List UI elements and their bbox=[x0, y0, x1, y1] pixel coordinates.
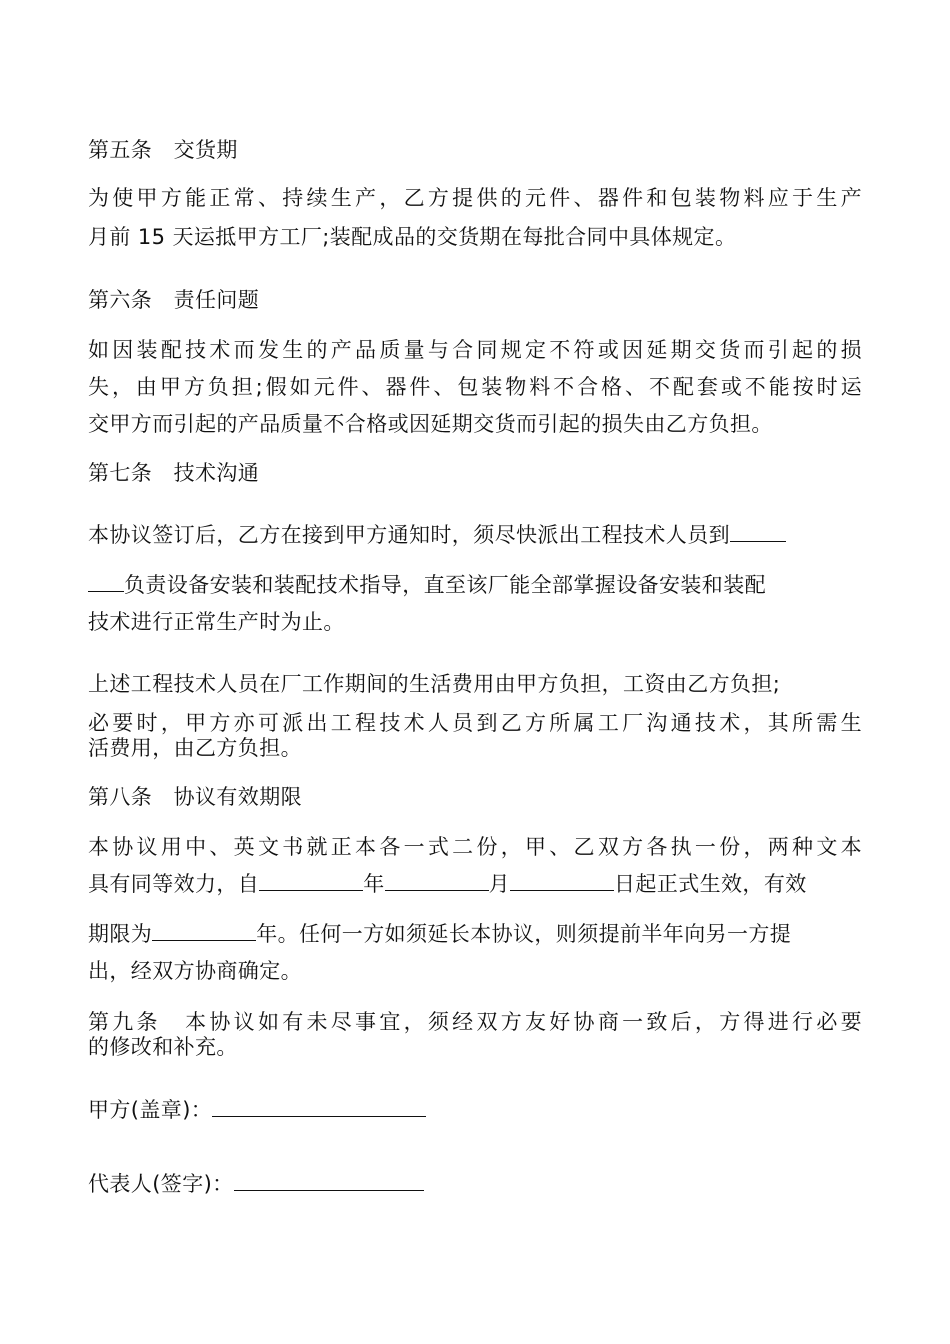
article5-line: 为使甲方能正常、持续生产，乙方提供的元件、器件和包装物料应于生产 bbox=[88, 186, 862, 210]
article6-line: 交甲方而引起的产品质量不合格或因延期交货而引起的损失由乙方负担。 bbox=[88, 412, 773, 436]
article8-line: 本协议用中、英文书就正本各一式二份，甲、乙双方各执一份，两种文本 bbox=[88, 835, 862, 859]
representative-signature bbox=[88, 1170, 424, 1198]
party-a-signature bbox=[88, 1096, 426, 1124]
article7-heading: 第七条 技术沟通 bbox=[88, 461, 260, 485]
party-a-label: 甲方(盖章)： bbox=[88, 1098, 213, 1122]
article5-line: 月前 15 天运抵甲方工厂;装配成品的交货期在每批合同中具体规定。 bbox=[88, 225, 737, 249]
location-blank-end[interactable] bbox=[88, 571, 124, 592]
location-blank-start[interactable] bbox=[730, 521, 786, 542]
article8-text: 月 bbox=[488, 872, 511, 896]
article7-p2-line: 上述工程技术人员在厂工作期间的生活费用由甲方负担，工资由乙方负担; bbox=[88, 672, 781, 696]
representative-sign-blank[interactable] bbox=[234, 1170, 424, 1191]
effective-year-blank[interactable] bbox=[259, 870, 363, 891]
article7-line bbox=[88, 571, 766, 599]
article8-text: 日起正式生效，有效 bbox=[614, 872, 807, 896]
article8-line bbox=[88, 870, 807, 898]
article7-p2-line: 必要时，甲方亦可派出工程技术人员到乙方所属工厂沟通技术，其所需生 bbox=[88, 711, 862, 735]
party-a-seal-blank[interactable] bbox=[212, 1096, 426, 1117]
article8-line: 出，经双方协商确定。 bbox=[88, 959, 302, 983]
article7-text: 本协议签订后，乙方在接到甲方通知时，须尽快派出工程技术人员到 bbox=[88, 523, 730, 547]
article5-heading: 第五条 交货期 bbox=[88, 138, 238, 162]
article8-text: 年。任何一方如须延长本协议，则须提前半年向另一方提 bbox=[256, 922, 792, 946]
representative-label: 代表人(签字)： bbox=[88, 1172, 234, 1196]
article7-line: 技术进行正常生产时为止。 bbox=[88, 610, 345, 634]
effective-day-blank[interactable] bbox=[510, 870, 614, 891]
effective-month-blank[interactable] bbox=[385, 870, 489, 891]
article7-text: 负责设备安装和装配技术指导，直至该厂能全部掌握设备安装和装配 bbox=[124, 573, 766, 597]
term-years-blank[interactable] bbox=[152, 920, 256, 941]
article7-line bbox=[88, 521, 786, 549]
article8-heading: 第八条 协议有效期限 bbox=[88, 785, 302, 809]
article7-p2-line: 活费用，由乙方负担。 bbox=[88, 736, 302, 760]
article6-heading: 第六条 责任问题 bbox=[88, 288, 260, 312]
article8-text: 年 bbox=[363, 872, 385, 896]
article9-line: 的修改和补充。 bbox=[88, 1035, 238, 1059]
article8-text: 具有同等效力，自 bbox=[88, 872, 260, 896]
article6-line: 如因装配技术而发生的产品质量与合同规定不符或因延期交货而引起的损 bbox=[88, 338, 862, 362]
article9-line: 第九条 本协议如有未尽事宜，须经双方友好协商一致后，方得进行必要 bbox=[88, 1010, 862, 1034]
article6-line: 失，由甲方负担;假如元件、器件、包装物料不合格、不配套或不能按时运 bbox=[88, 375, 862, 399]
article8-line bbox=[88, 920, 791, 948]
article8-text: 期限为 bbox=[88, 922, 153, 946]
